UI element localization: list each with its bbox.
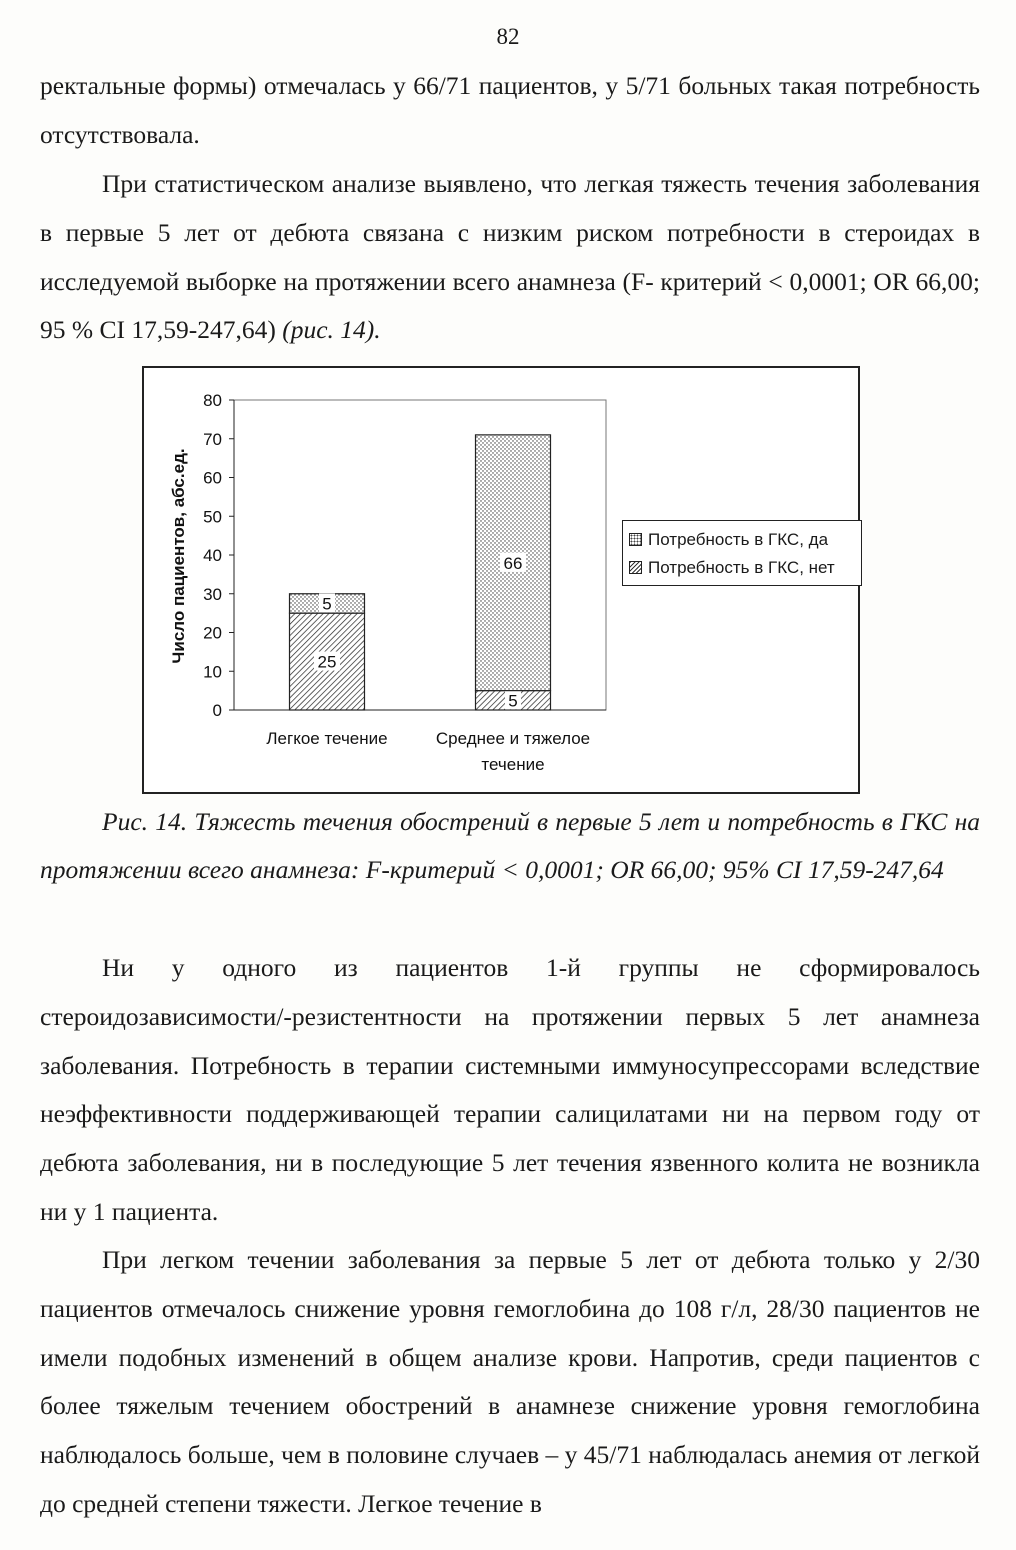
legend-label-no: Потребность в ГКС, нет: [648, 558, 835, 577]
y-tick-label: 60: [203, 468, 222, 488]
paragraph-4-text: При легком течении заболевания за первые 5 лет от дебюта только у 2/30 пациентов отмечалось снижение уровня гемоглобина до 108 г/л, 28/30 пациентов не имели подобных изменений в общем анализе крови. Напротив, среди пациентов с более тяжелым течением обострений в анамнезе снижение уровня гемоглобина наблюдалось больше, чем в половине случаев – у 45/71 наблюдалась анемия от легкой до средней степени тяжести. Легкое течение в: [40, 1245, 980, 1518]
y-tick-label: 50: [203, 507, 222, 527]
page-number: 82: [496, 24, 520, 49]
figure-reference: (рис. 14).: [282, 315, 381, 345]
y-tick-label: 30: [203, 584, 222, 604]
legend-swatch-dots: [629, 533, 642, 546]
legend-item-yes: [629, 529, 828, 551]
data-label: 25: [317, 652, 337, 672]
paragraph-4: [40, 1236, 980, 1529]
paragraph-1: [40, 62, 980, 160]
data-label: 66: [503, 553, 523, 573]
paragraph-3: [40, 944, 980, 1237]
figure-14-frame: [142, 366, 860, 794]
paragraph-1-text: ректальные формы) отмечалась у 66/71 пациентов, у 5/71 больных такая потребность отсутствовала.: [40, 71, 980, 149]
paragraph-2: [40, 160, 980, 355]
y-axis-label: Число пациентов, абс.ед.: [169, 448, 188, 664]
x-tick-label: течение: [481, 755, 545, 774]
paragraph-2-text: [40, 160, 980, 355]
data-label: 5: [322, 594, 332, 614]
paragraph-3-text: Ни у одного из пациентов 1-й группы не сформировалось стероидозависимости/-резистентности на протяжении первых 5 лет анамнеза заболевания. Потребность в терапии системными иммуносупрессорами вследствие неэффективности поддерживающей терапии салицилатами ни на первом году от дебюта заболевания, ни в последующие 5 лет течения язвенного колита не возникла ни у 1 пациента.: [40, 953, 980, 1226]
legend-label-yes: Потребность в ГКС, да: [648, 530, 829, 549]
y-tick-label: 0: [212, 701, 222, 720]
y-tick-label: 10: [203, 662, 222, 682]
y-tick-label: 40: [203, 546, 222, 565]
y-tick-label: 20: [203, 623, 222, 643]
y-tick-label: 80: [203, 391, 222, 410]
data-label: 5: [508, 691, 518, 711]
figure-caption: Рис. 14. Тяжесть течения обострений в первые 5 лет и потребность в ГКС на протяжении всего анамнеза: F-критерий < 0,0001; OR 66,00; 95% CI 17,59-247,64: [40, 807, 980, 884]
x-tick-label: Легкое течение: [266, 729, 388, 748]
x-tick-label: Среднее и тяжелое: [435, 729, 591, 748]
paragraph-2-main: При статистическом анализе выявлено, что легкая тяжесть течения заболевания в первые 5 лет от дебюта связана с низким риском потребности в стероидах в исследуемой выборке на протяжении всего анамнеза (F- критерий < 0,0001; OR 66,00; 95 % CI 17,59-247,64): [40, 169, 980, 345]
legend-swatch-hatch: [629, 561, 642, 574]
chart-legend: [622, 520, 862, 586]
y-tick-label: 70: [203, 429, 222, 449]
legend-item-no: [629, 557, 835, 579]
